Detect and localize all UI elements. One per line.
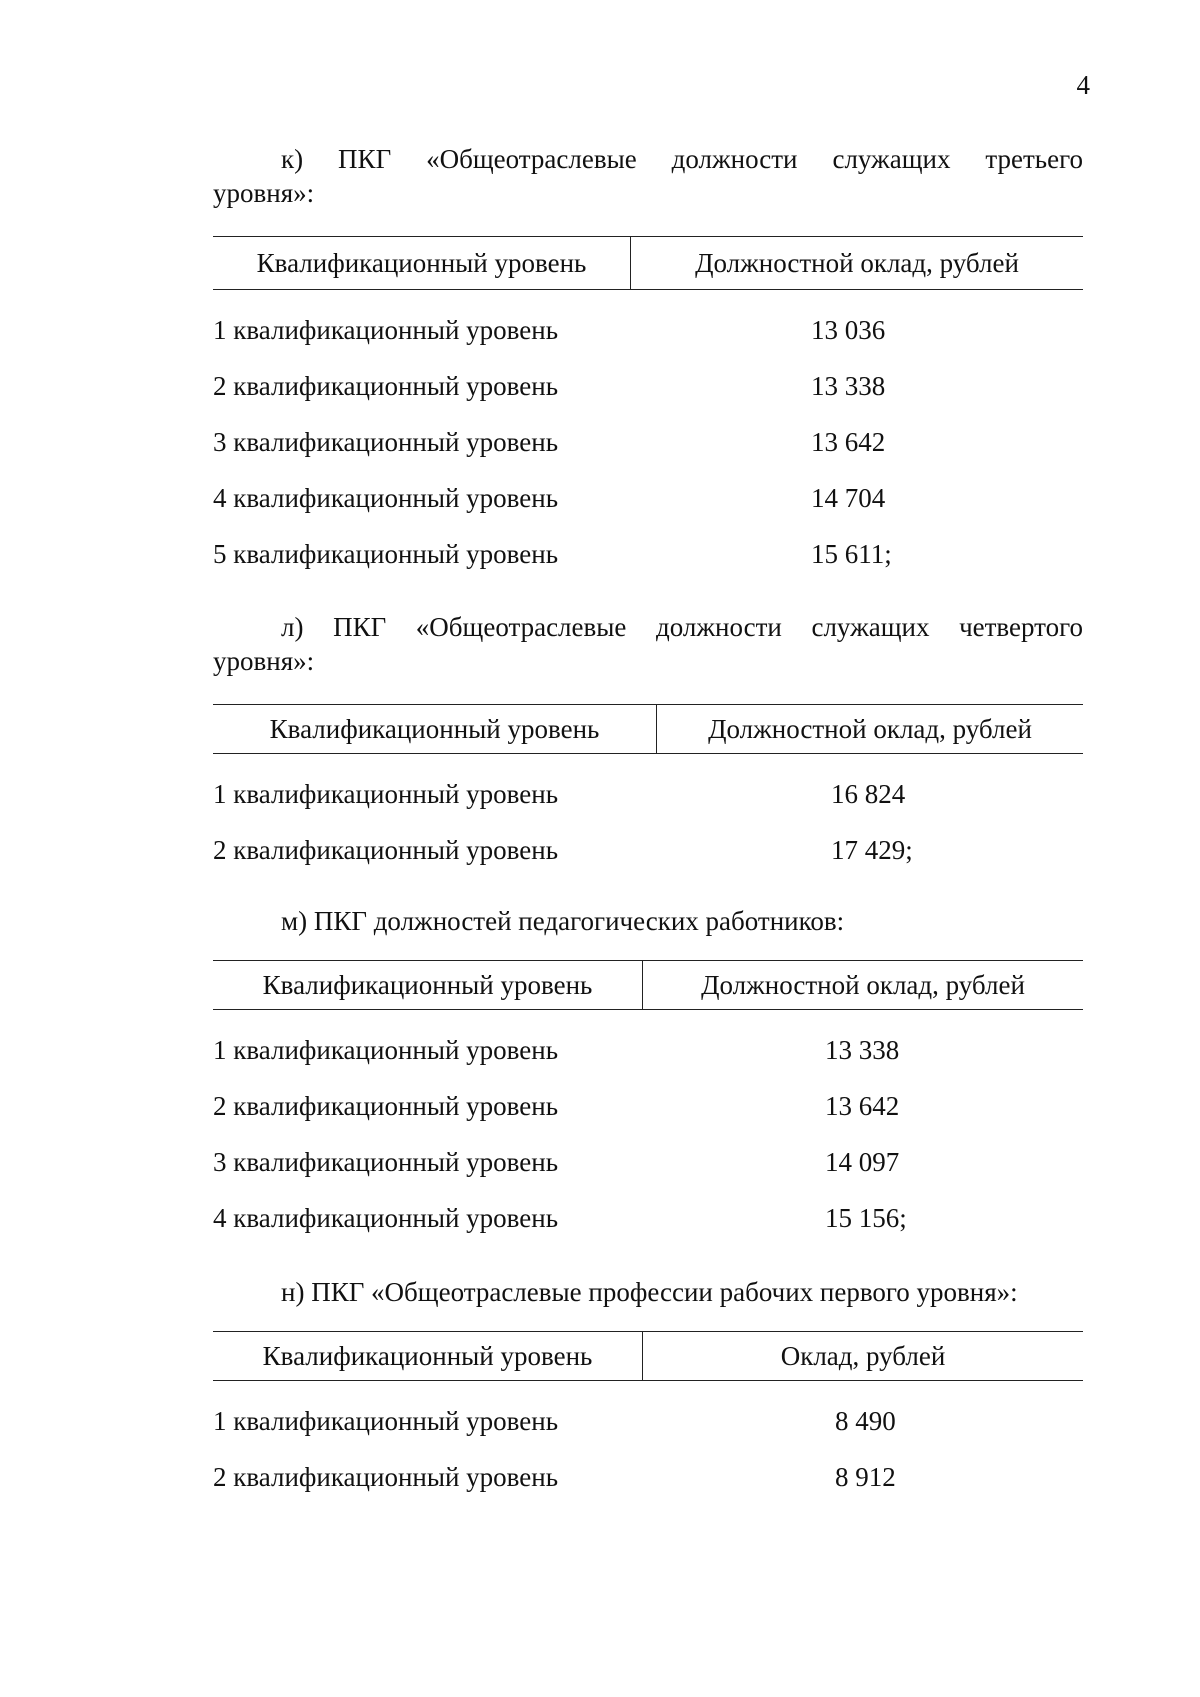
section-intro — [213, 610, 1083, 678]
row-value: 8 490 — [835, 1405, 896, 1436]
section-m — [213, 904, 1083, 1246]
table-header-salary: Должностной оклад, рублей — [701, 969, 1025, 1000]
row-value: 17 429; — [831, 834, 913, 865]
row-value: 13 338 — [811, 370, 886, 401]
section-intro-line1: к) ПКГ «Общеотраслевые должности служащих третьего — [281, 144, 1083, 174]
table-body — [213, 302, 1083, 582]
table-row — [213, 1393, 1083, 1449]
row-level: 2 квалификационный уровень — [213, 370, 559, 401]
row-value: 14 704 — [811, 482, 886, 513]
table-header-level: Квалификационный уровень — [213, 705, 657, 753]
section-n — [213, 1275, 1083, 1505]
page-number: 4 — [1076, 70, 1090, 100]
section-intro — [213, 1275, 1083, 1309]
table-header-salary: Оклад, рублей — [780, 1340, 946, 1371]
table-row — [213, 414, 1083, 470]
section-intro-line2: уровня»: — [213, 646, 315, 676]
table-row — [213, 1022, 1083, 1078]
row-level: 2 квалификационный уровень — [213, 1461, 559, 1492]
section-l — [213, 610, 1083, 878]
section-intro — [213, 904, 1083, 938]
table-header — [213, 960, 1083, 1010]
section-k — [213, 142, 1083, 582]
section-intro-line1: н) ПКГ «Общеотраслевые профессии рабочих первого уровня»: — [281, 1277, 1018, 1307]
row-value: 13 642 — [811, 426, 886, 457]
table-body — [213, 1022, 1083, 1246]
table-body — [213, 1393, 1083, 1505]
row-level: 1 квалификационный уровень — [213, 314, 559, 345]
table-body — [213, 766, 1083, 878]
row-level: 3 квалификационный уровень — [213, 426, 559, 457]
row-level: 5 квалификационный уровень — [213, 538, 559, 569]
row-value: 14 097 — [825, 1146, 900, 1177]
table-row — [213, 1449, 1083, 1505]
table-row — [213, 526, 1083, 582]
table-row — [213, 1078, 1083, 1134]
row-value: 13 036 — [811, 314, 886, 345]
table-row — [213, 358, 1083, 414]
row-value: 13 338 — [825, 1034, 900, 1065]
table-header-level: Квалификационный уровень — [213, 237, 631, 289]
row-value: 16 824 — [831, 778, 906, 809]
row-value: 13 642 — [825, 1090, 900, 1121]
row-level: 1 квалификационный уровень — [213, 1034, 559, 1065]
table-header-salary: Должностной оклад, рублей — [695, 247, 1019, 278]
section-intro-line1: м) ПКГ должностей педагогических работников: — [281, 906, 845, 936]
row-level: 4 квалификационный уровень — [213, 482, 559, 513]
section-intro — [213, 142, 1083, 210]
row-level: 1 квалификационный уровень — [213, 1405, 559, 1436]
table-header-level: Квалификационный уровень — [213, 961, 643, 1009]
table-header — [213, 1331, 1083, 1381]
table-row — [213, 822, 1083, 878]
row-value: 15 611; — [811, 538, 892, 569]
section-intro-line2: уровня»: — [213, 178, 315, 208]
table-header-level: Квалификационный уровень — [213, 1332, 643, 1380]
table-row — [213, 1190, 1083, 1246]
section-intro-line1: л) ПКГ «Общеотраслевые должности служащих четвертого — [281, 612, 1083, 642]
table-header — [213, 704, 1083, 754]
row-level: 2 квалификационный уровень — [213, 834, 559, 865]
row-value: 8 912 — [835, 1461, 896, 1492]
table-row — [213, 766, 1083, 822]
row-level: 4 квалификационный уровень — [213, 1202, 559, 1233]
table-header-salary: Должностной оклад, рублей — [708, 713, 1032, 744]
table-row — [213, 1134, 1083, 1190]
table-header — [213, 236, 1083, 290]
table-row — [213, 302, 1083, 358]
row-level: 1 квалификационный уровень — [213, 778, 559, 809]
row-level: 2 квалификационный уровень — [213, 1090, 559, 1121]
row-level: 3 квалификационный уровень — [213, 1146, 559, 1177]
row-value: 15 156; — [825, 1202, 907, 1233]
table-row — [213, 470, 1083, 526]
